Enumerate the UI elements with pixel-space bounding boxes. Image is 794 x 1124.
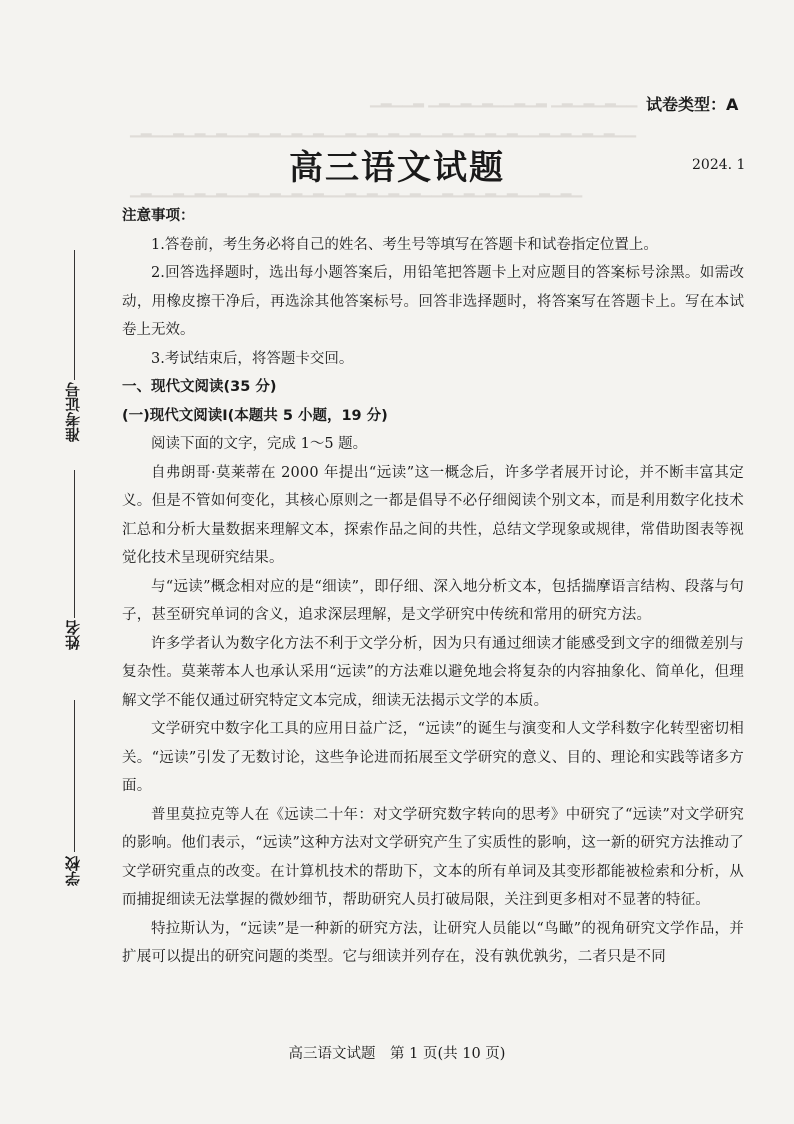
passage-paragraph: 文学研究中数字化工具的应用日益广泛，“远读”的诞生与演变和人文学科数字化转型密切相关。“远读”引发了无数讨论，这些争论进而拓展至文学研究的意义、目的、理论和实践等诸多方面。 <box>122 721 744 794</box>
exam-date: 2024. 1 <box>692 157 746 173</box>
name-field[interactable] <box>62 470 88 670</box>
notice-item: 2.回答选择题时，选出每小题答案后，用铅笔把答题卡上对应题目的答案标号涂黑。如需改动，用橡皮擦干净后，再选涂其他答案标号。回答非选择题时，将答案写在答题卡上。写在本试卷上无效。 <box>122 265 744 338</box>
bleed-through-texture: ▁▂▁▁▂▁▂▁▂▁▁▂▁▂▁▂▁▂▁▁▂▁▂▁▂▁▂▁▁▂▁▂▁▂▁▂▁▁▂▁▂▁ <box>130 182 583 198</box>
passage-paragraph: 普里莫拉克等人在《远读二十年：对文学研究数字转向的思考》中研究了“远读”对文学研究的影响。他们表示，“远读”这种方法对文学研究产生了实质性的影响，这一新的研究方法推动了文学研究重点的改变。在计算机技术的帮助下，文本的所有单词及其变形都能被检索和分析，从而捕捉细读无法掌握的微妙细节，帮助研究人员打破局限，关注到更多相对不显著的特征。 <box>122 806 744 908</box>
passage-paragraph: 自弗朗哥·莫莱蒂在 2000 年提出“远读”这一概念后，许多学者展开讨论，并不断丰富其定义。但是不管如何变化，其核心原则之一都是倡导不必仔细阅读个别文本，而是利用数字化技术汇总和分析大量数据来理解文本，探索作品之间的共性，总结文学现象或规律，常借助图表等视觉化技术呈现研究结果。 <box>122 464 744 566</box>
page-title: 高三语文试题 <box>289 148 505 188</box>
name-label: 姓名 <box>64 620 82 650</box>
passage-paragraph: 许多学者认为数字化方法不利于文学分析，因为只有通过细读才能感受到文字的细微差别与复杂性。莫莱蒂本人也承认采用“远读”的方法难以避免地会将复杂的内容抽象化、简单化，但理解文学不能仅通过研究特定文本完成，细读无法揭示文学的本质。 <box>122 635 744 709</box>
passage-paragraph: 特拉斯认为，“远读”是一种新的研究方法，让研究人员能以“鸟瞰”的视角研究文学作品，并扩展可以提出的研究问题的类型。它与细读并列存在，没有孰优孰劣，二者只是不同 <box>122 920 744 965</box>
name-line <box>74 470 75 618</box>
exam-number-line <box>74 250 75 380</box>
exam-number-label: 准考证号 <box>64 382 82 442</box>
school-field[interactable] <box>62 700 88 900</box>
school-label: 学校 <box>64 856 82 886</box>
paper-type-label: 试卷类型：A <box>646 95 739 114</box>
reading-instruction: 阅读下面的文字，完成 1～5 题。 <box>151 436 368 452</box>
page-footer: 高三语文试题 第 1 页(共 10 页) <box>288 1046 506 1062</box>
school-line <box>74 700 75 852</box>
notice-item: 1.答卷前，考生务必将自己的姓名、考生号等填写在答题卡和试卷指定位置上。 <box>151 236 658 253</box>
passage-paragraph: 与“远读”概念相对应的是“细读”，即仔细、深入地分析文本，包括揣摩语言结构、段落与句子，甚至研究单词的含义，追求深层理解，是文学研究中传统和常用的研究方法。 <box>122 578 744 623</box>
section-title: 一、现代文阅读(35 分) <box>122 379 277 395</box>
notice-heading: 注意事项： <box>122 208 195 224</box>
bleed-through-texture: ▁▂▁▁▂▁▂▁▂▁▁▂▁▂▁▂▁▂▁▁▂▁▂▁▂▁▂▁▁▂▁▂▁▂▁▂▁▁▂▁▂▁▂▁▂▁▁ <box>130 122 637 138</box>
exam-content <box>122 202 744 972</box>
exam-number-field[interactable] <box>62 250 88 450</box>
bleed-through-texture: ▁▂▁▁▂ ▁▂▁▂▁▂▁▁▂▁▂ ▁▂▁▂▁▂▁▁ <box>370 92 638 108</box>
section-subtitle: (一)现代文阅读Ⅰ(本题共 5 小题，19 分) <box>122 407 388 424</box>
notice-item: 3.考试结束后，将答题卡交回。 <box>151 350 354 367</box>
